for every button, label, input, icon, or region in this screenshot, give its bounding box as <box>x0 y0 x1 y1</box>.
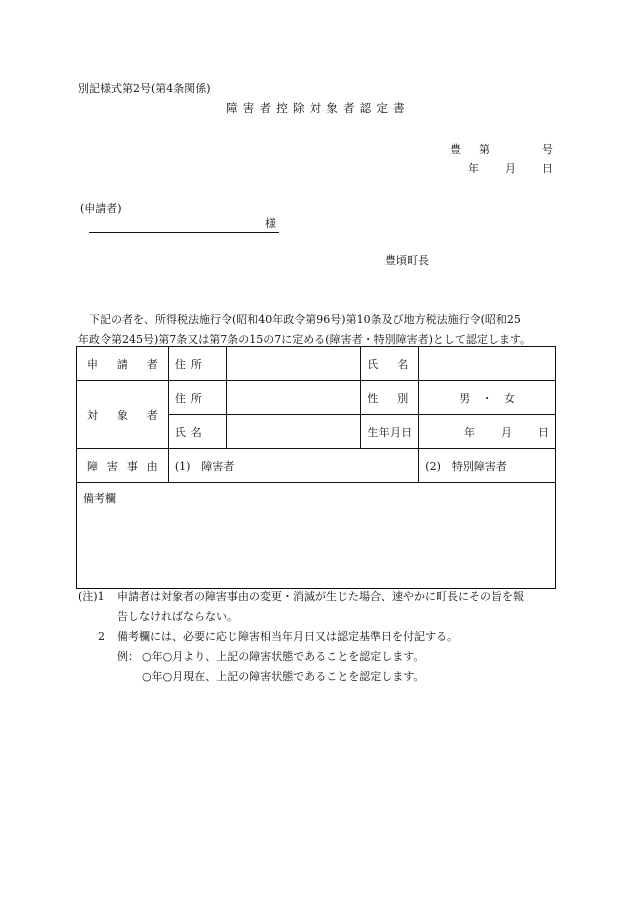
applicant-cell-label: 申請者 <box>87 357 158 371</box>
reason-cell <box>77 449 169 483</box>
sex-label-cell <box>361 381 419 415</box>
document-title: 障害者控除対象者認定書 <box>226 101 410 115</box>
reason-option-1[interactable] <box>168 449 418 483</box>
example-label: 例： <box>117 650 139 663</box>
reason-option-2[interactable] <box>419 449 556 483</box>
applicant-name-field[interactable] <box>419 347 556 381</box>
date-month: 月 <box>505 162 516 175</box>
name-label: 氏名 <box>367 357 409 371</box>
reason-option-2-text[interactable]: (2) 特別障害者 <box>425 459 507 473</box>
applicant-name-line[interactable] <box>89 232 279 233</box>
notes <box>78 587 558 687</box>
issue-date <box>468 163 553 174</box>
applicant-cell <box>77 347 169 381</box>
applicant-name-label-cell <box>361 347 419 381</box>
target-name-label-cell <box>168 415 226 449</box>
sex-options[interactable]: 男 ・ 女 <box>459 391 516 405</box>
table-row <box>77 381 556 415</box>
body-line-2: 年政令第245号)第7条又は第7条の15の7に定める(障害者・特別障害者)として認定します。 <box>78 333 531 346</box>
applicant-address-field[interactable] <box>226 347 361 381</box>
ref-dai: 第 <box>479 143 490 156</box>
table-row <box>77 347 556 381</box>
birth-date-field[interactable] <box>419 415 556 449</box>
target-address-field[interactable] <box>226 381 361 415</box>
remarks-label: 備考欄 <box>83 492 116 505</box>
note-1 <box>78 587 558 607</box>
body-text <box>78 310 558 350</box>
body-line-1: 下記の者を、所得税法施行令(昭和40年政令第96号)第10条及び地方税法施行令(昭和25 <box>89 313 521 326</box>
address-label: 住所 <box>174 391 202 405</box>
note-1-line-1: 申請者は対象者の障害事由の変更・消滅が生じた場合、速やかに町長にその旨を報 <box>117 590 524 603</box>
target-address-label-cell <box>168 381 226 415</box>
applicant-honorific: 様 <box>265 217 276 230</box>
note-example <box>78 647 558 667</box>
birth-label: 生年月日 <box>367 425 413 439</box>
example-1: ○年○月より、上記の障害状態であることを認定します。 <box>142 650 425 663</box>
note-2 <box>78 627 558 647</box>
ref-go: 号 <box>542 143 553 156</box>
remarks-field[interactable] <box>77 483 556 589</box>
form-id: 別記様式第2号(第4条関係) <box>78 82 211 95</box>
ref-prefix: 豊 <box>450 143 461 156</box>
note-2-marker: 2 <box>98 630 105 643</box>
sex-options-cell[interactable] <box>419 381 556 415</box>
reference-number <box>450 144 553 155</box>
birth-month: 月 <box>501 425 512 439</box>
issuer-name: 豊頃町長 <box>385 254 429 267</box>
target-name-field[interactable] <box>226 415 361 449</box>
address-label: 住所 <box>174 357 202 371</box>
table-row <box>77 449 556 483</box>
note-1-marker: (注)1 <box>78 590 105 603</box>
applicant-address-label-cell <box>168 347 226 381</box>
applicant-label: (申請者) <box>80 202 122 215</box>
target-cell-label: 対象者 <box>87 408 158 422</box>
date-day: 日 <box>542 162 553 175</box>
sex-label: 性別 <box>367 391 409 405</box>
name-label: 氏名 <box>174 425 202 439</box>
reason-option-1-text[interactable]: (1) 障害者 <box>174 459 235 473</box>
birth-label-cell <box>361 415 419 449</box>
reason-label: 障害事由 <box>87 459 158 473</box>
date-year: 年 <box>468 162 479 175</box>
note-2-text: 備考欄には、必要に応じ障害相当年月日又は認定基準日を付記する。 <box>117 630 458 643</box>
certification-table <box>76 346 556 589</box>
target-cell <box>77 381 169 449</box>
birth-year: 年 <box>464 425 475 439</box>
note-1-line-2: 告しなければならない。 <box>117 610 238 623</box>
table-row <box>77 483 556 589</box>
example-2: ○年○月現在、上記の障害状態であることを認定します。 <box>142 670 425 683</box>
birth-day: 日 <box>538 425 549 439</box>
